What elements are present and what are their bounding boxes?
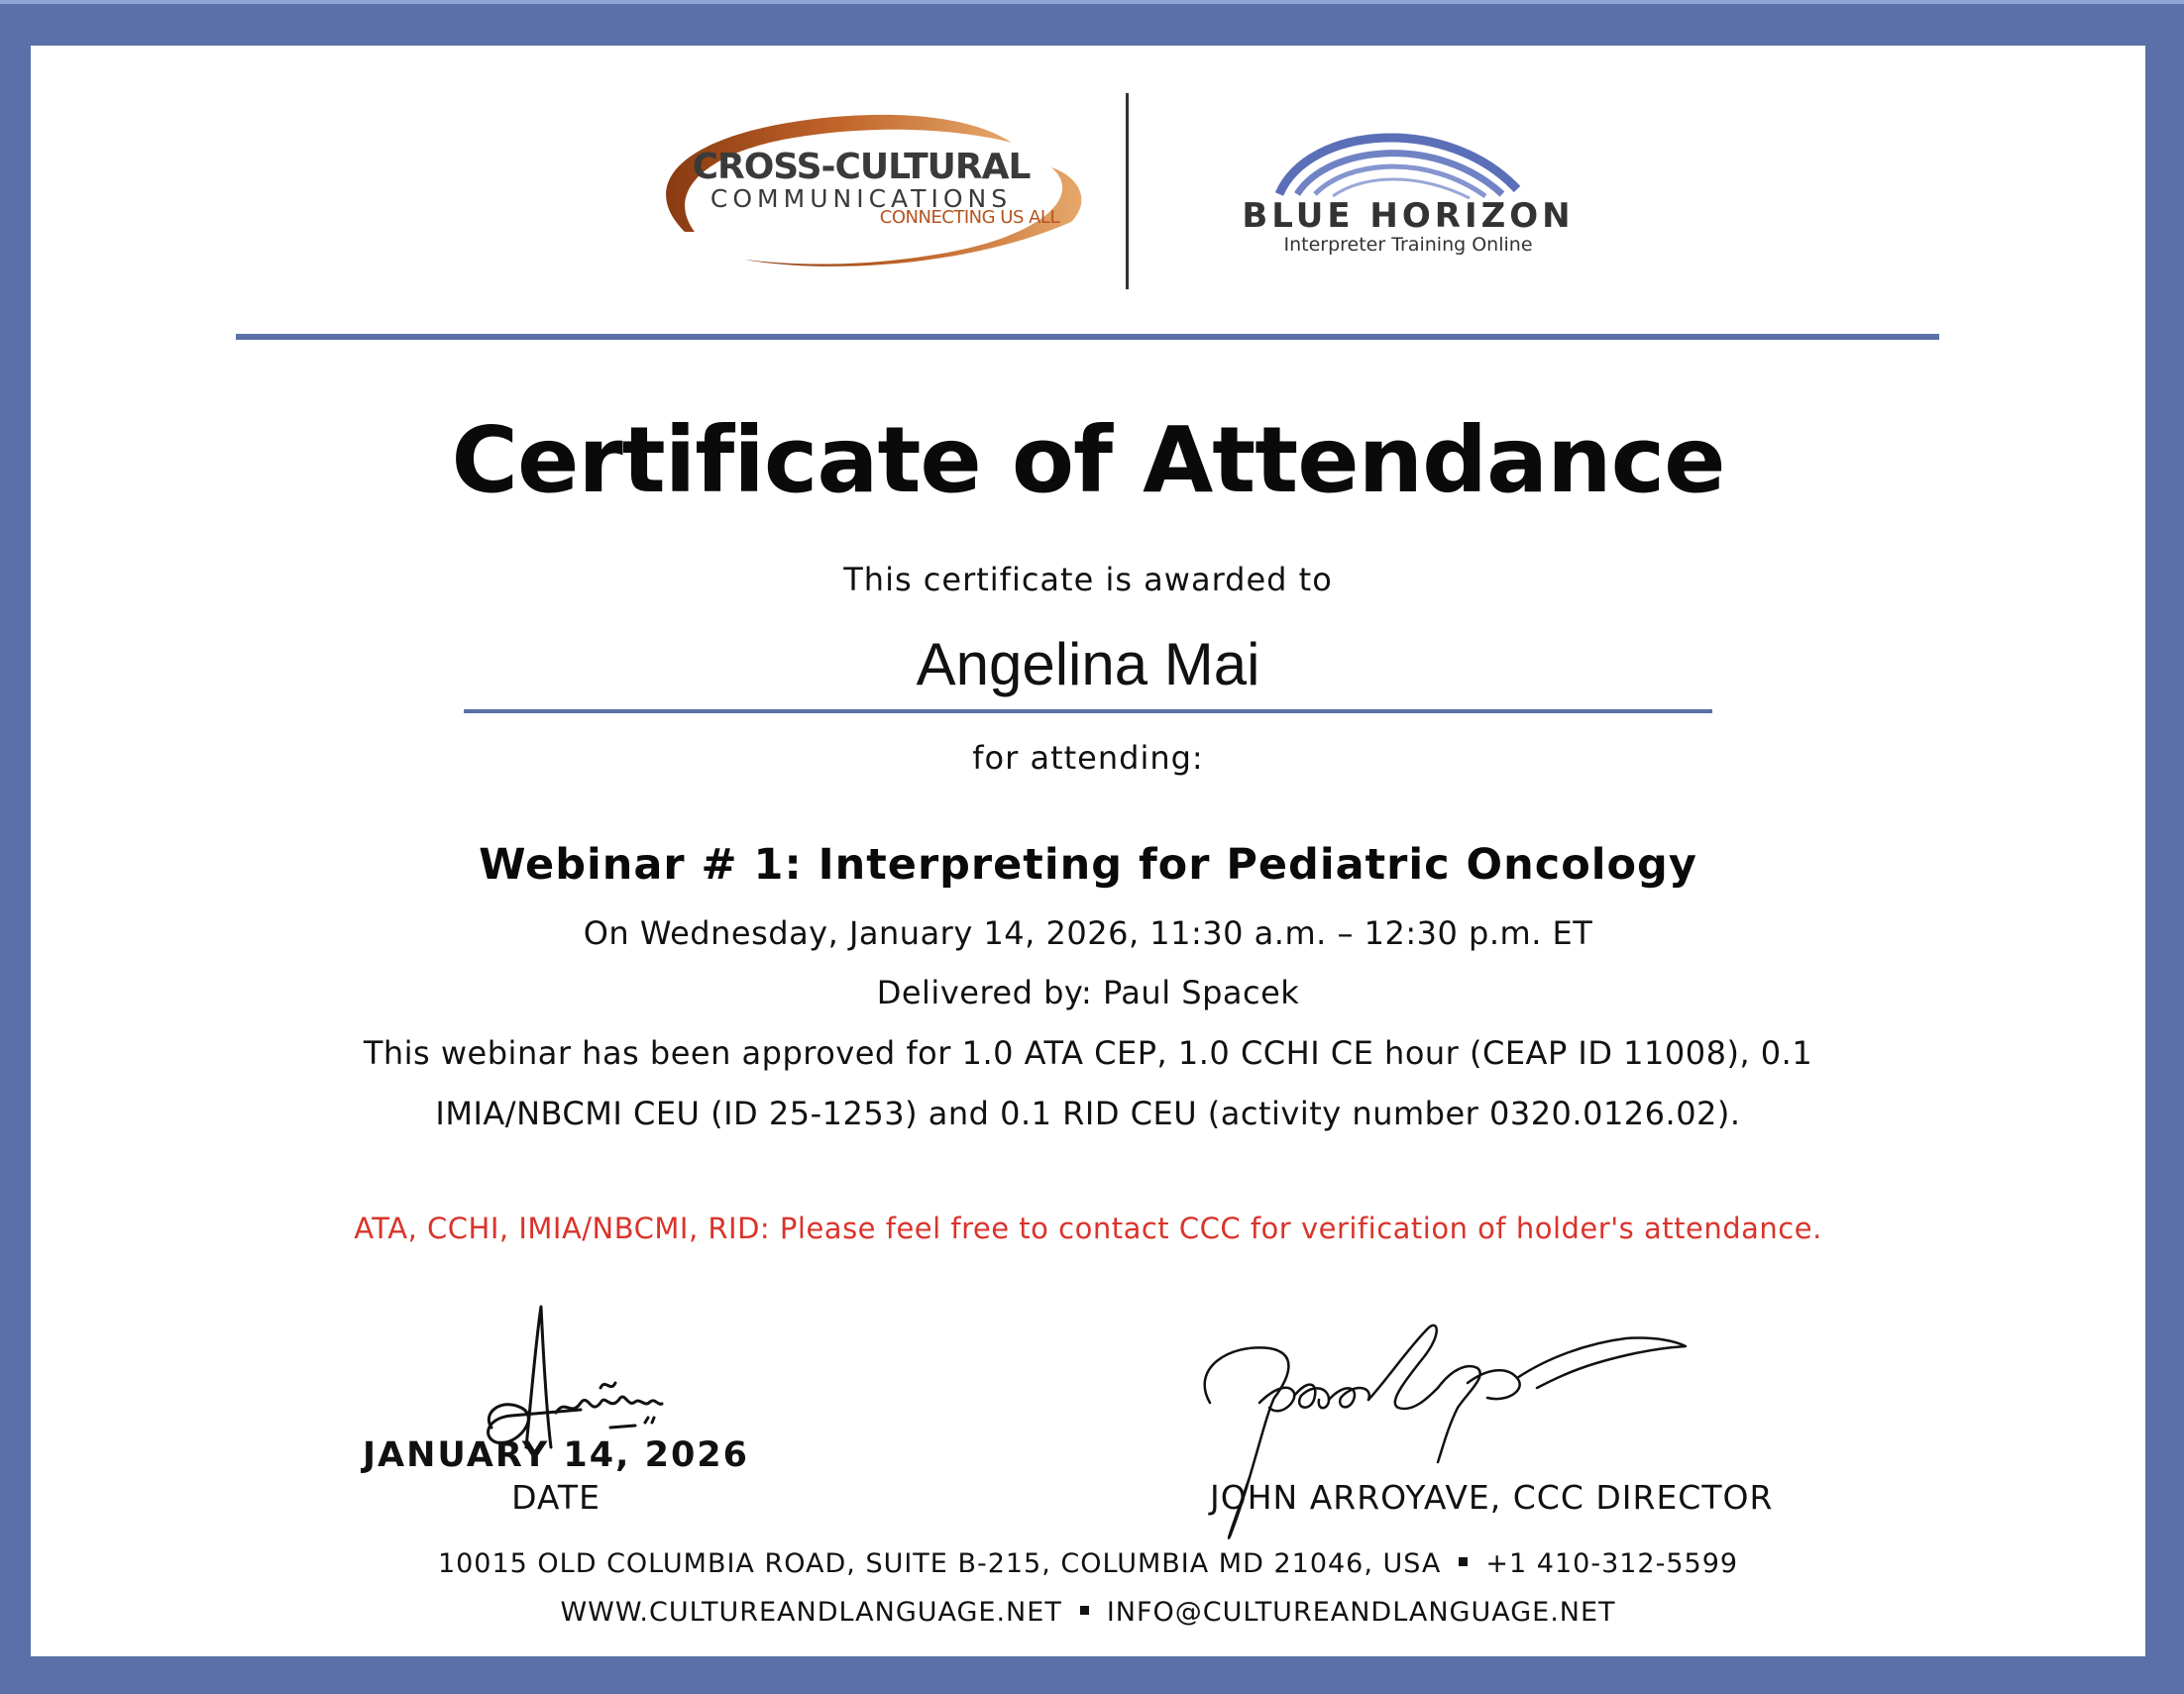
footer-address: 10015 OLD COLUMBIA ROAD, SUITE B-215, COLUMBIA MD 21046, USA: [437, 1548, 1442, 1579]
approval-text-line1: This webinar has been approved for 1.0 ATA CEP, 1.0 CCHI CE hour (CEAP ID 11008), 0.1: [363, 1034, 1813, 1072]
certificate-page: [31, 46, 2145, 1656]
ccc-logo-line2: COMMUNICATIONS: [710, 184, 1013, 213]
signature-date-value: JANUARY 14, 2026: [363, 1435, 749, 1475]
signature-date-label: DATE: [511, 1478, 601, 1517]
separator-square-icon: [1459, 1557, 1468, 1566]
recipient-underline: [464, 709, 1712, 713]
director-signature-image: [1190, 1309, 1725, 1566]
top-highlight-line: [0, 0, 2184, 4]
footer-email: INFO@CULTUREANDLANGUAGE.NET: [1106, 1597, 1616, 1628]
for-attending-label: for attending:: [972, 739, 1204, 777]
verification-note: ATA, CCHI, IMIA/NBCMI, RID: Please feel free to contact CCC for verification of holder's attendance.: [354, 1212, 1822, 1245]
director-name-title: JOHN ARROYAVE, CCC DIRECTOR: [1210, 1478, 1774, 1517]
separator-square-icon: [1080, 1606, 1089, 1615]
awarded-to-label: This certificate is awarded to: [843, 561, 1333, 598]
approval-text-line2: IMIA/NBCMI CEU (ID 25-1253) and 0.1 RID CEU (activity number 0320.0126.02).: [435, 1095, 1741, 1132]
blue-horizon-name: BLUE HORIZON: [1242, 196, 1575, 236]
footer-website: WWW.CULTUREANDLANGUAGE.NET: [560, 1597, 1062, 1628]
footer-contact-line: [31, 1597, 2145, 1628]
webinar-date-time: On Wednesday, January 14, 2026, 11:30 a.m. – 12:30 p.m. ET: [583, 914, 1593, 952]
ccc-logo-tagline: CONNECTING US ALL: [879, 207, 1059, 228]
webinar-title: Webinar # 1: Interpreting for Pediatric Oncology: [479, 840, 1697, 890]
footer-address-line: [31, 1548, 2145, 1579]
delivered-by: Delivered by: Paul Spacek: [876, 974, 1300, 1011]
recipient-name: Angelina Mai: [916, 631, 1260, 697]
blue-horizon-tagline: Interpreter Training Online: [1283, 234, 1533, 256]
certificate-title: Certificate of Attendance: [451, 407, 1725, 513]
logo-divider: [1126, 93, 1129, 289]
header-divider: [236, 334, 1939, 340]
ccc-logo-line1: CROSS-CULTURAL: [692, 147, 1031, 187]
footer-phone: +1 410-312-5599: [1485, 1548, 1739, 1579]
